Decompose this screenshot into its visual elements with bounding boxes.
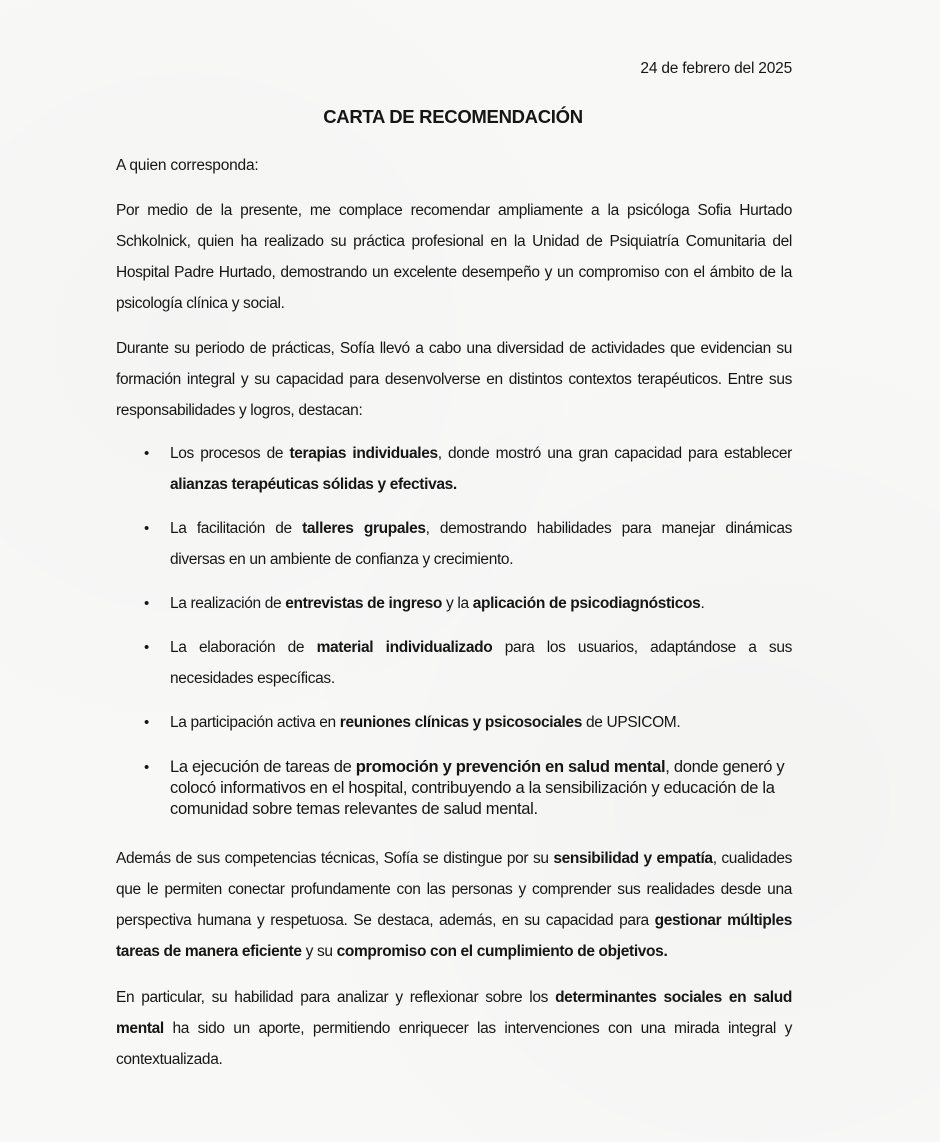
list-item-text [170, 513, 792, 575]
text-segment: La participación activa en [170, 714, 340, 731]
text-segment: para los usuarios, adaptándose a sus necesidades específicas. [170, 639, 793, 687]
list-item-text [170, 438, 792, 500]
bullet-icon: • [144, 445, 149, 462]
text-segment: , cualidades que le permiten conectar profundamente con las personas y comprender sus realidades desde una perspectiva humana y respetuosa. Se destaca, además, en su capacidad para [116, 850, 793, 929]
text-segment: , donde generó y colocó informativos en el hospital, contribuyendo a la sensibilización y educación de la comunidad sobre temas relevantes de salud mental. [170, 758, 785, 818]
bold-segment: alianzas terapéuticas sólidas y efectivas. [170, 476, 457, 493]
bold-segment: sensibilidad y empatía [553, 850, 713, 867]
bold-segment: terapias individuales [289, 445, 438, 462]
text-segment: , demostrando habilidades para manejar dinámicas diversas en un ambiente de confianza y crecimiento. [170, 520, 792, 568]
text-segment: La realización de [170, 595, 286, 612]
bold-segment: aplicación de psicodiagnósticos [472, 595, 701, 612]
bold-segment: reuniones clínicas y psicosociales [339, 714, 583, 731]
list-item-text [170, 757, 792, 820]
text-segment: . [700, 595, 705, 612]
bullet-icon: • [144, 520, 149, 537]
text-segment: En particular, su habilidad para analizar y reflexionar sobre los [116, 989, 556, 1006]
bullet-icon: • [144, 759, 149, 776]
bullet-icon: • [144, 639, 149, 656]
list-item-text [170, 632, 792, 694]
text-segment: Además de sus competencias técnicas, Sofía se distingue por su [116, 850, 554, 867]
bold-segment: material individualizado [316, 639, 493, 656]
letter-date: 24 de febrero del 2025 [640, 60, 792, 77]
bold-segment: gestionar múltiples tareas de manera eficiente [116, 912, 792, 960]
text-segment: , donde mostró una gran capacidad para establecer [437, 445, 792, 462]
paragraph-social-determinants [116, 982, 792, 1075]
list-item-individualized-material [116, 632, 792, 694]
text-segment: y su [301, 943, 337, 960]
text-segment: La facilitación de [170, 520, 303, 537]
bullet-icon: • [144, 595, 149, 612]
bullet-icon: • [144, 714, 149, 731]
list-item-group-workshops [116, 513, 792, 575]
list-item-text [170, 707, 792, 738]
text-segment: de UPSICOM. [582, 714, 681, 731]
text-segment: Los procesos de [170, 445, 290, 462]
bold-segment: entrevistas de ingreso [285, 595, 443, 612]
list-item-intake-interviews [116, 588, 792, 619]
list-item-clinical-meetings [116, 707, 792, 738]
text-segment: La ejecución de tareas de [170, 758, 356, 776]
bold-segment: promoción y prevención en salud mental [355, 758, 666, 776]
text-segment: y la [442, 595, 473, 612]
list-item-text [170, 588, 792, 619]
list-item-individual-therapy [116, 438, 792, 500]
text-segment: La elaboración de [170, 639, 317, 656]
paragraph-soft-skills [116, 843, 792, 967]
bold-segment: compromiso con el cumplimiento de objetivos. [336, 943, 668, 960]
bold-segment: determinantes sociales en salud mental [116, 989, 792, 1037]
paragraph-introduction: Por medio de la presente, me complace recomendar ampliamente a la psicóloga Sofia Hurtado Schkolnick, quien ha realizado su práctica profesional en la Unidad de Psiquiatría Comunitaria del Hospital Padre Hurtado, demostrando un excelente desempeño y un compromiso con el ámbito de la psicología clínica y social. [116, 202, 792, 312]
bold-segment: talleres grupales [302, 520, 426, 537]
text-segment: ha sido un aporte, permitiendo enriquecer las intervenciones con una mirada integral y contextualizada. [116, 1020, 792, 1068]
paragraph-activities-intro: Durante su periodo de prácticas, Sofía llevó a cabo una diversidad de actividades que evidencian su formación integral y su capacidad para desenvolverse en distintos contextos terapéuticos. Entre sus responsabilidades y logros, destacan: [116, 340, 792, 419]
salutation: A quien corresponda: [116, 157, 259, 174]
letter-title: CARTA DE RECOMENDACIÓN [323, 106, 583, 127]
list-item-mental-health-promotion [116, 757, 792, 820]
